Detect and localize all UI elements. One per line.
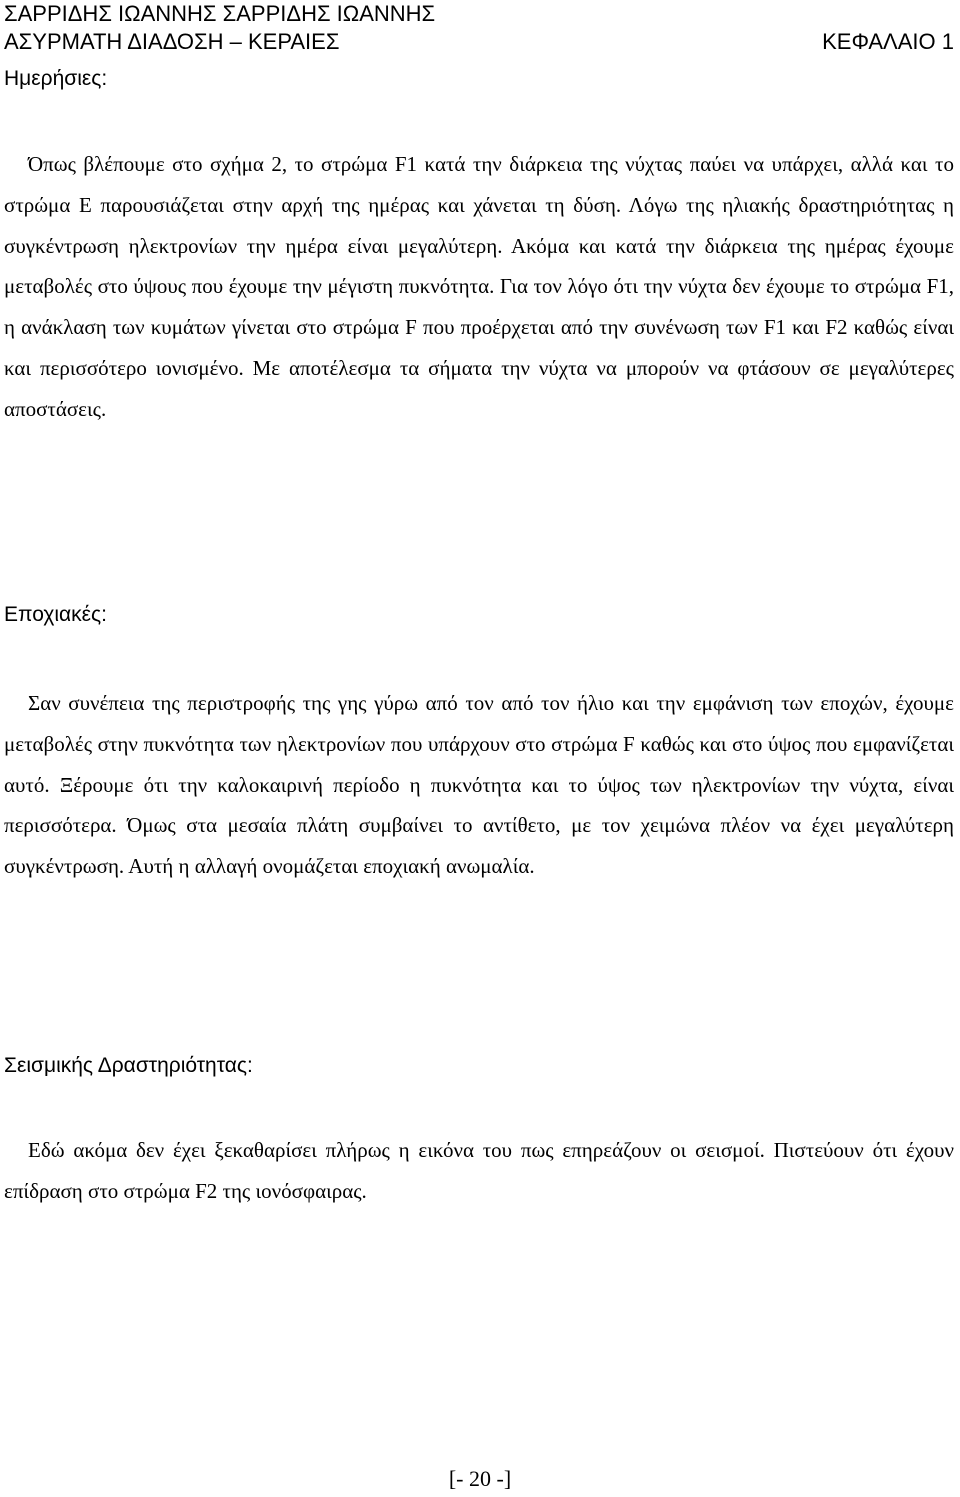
paragraph-seismic: Εδώ ακόμα δεν έχει ξεκαθαρίσει πλήρως η εικόνα του πως επηρεάζουν οι σεισμοί. Πιστεύουν ότι έχουν επίδραση στο στρώμα F2 της ιονόσφαιρας.: [4, 1138, 954, 1203]
header-course-title: ΑΣΥΡΜΑΤΗ ΔΙΑΔΟΣΗ – ΚΕΡΑΙΕΣ: [4, 29, 340, 54]
paragraph-seasonal: Σαν συνέπεια της περιστροφής της γης γύρω από τον από τον ήλιο και την εμφάνιση των εποχών, έχουμε μεταβολές στην πυκνότητα των ηλεκτρονίων που υπάρχουν στο στρώμα F καθώς και στο ύψος που εμφανίζεται αυτό. Ξέρουμε ότι την καλοκαιρινή περίοδο η πυκνότητα και το ύψος των ηλεκτρονίων την νύχτα, είναι περισσότερα. Όμως στα μεσαία πλάτη συμβαίνει το αντίθετο, με τον χειμώνα πλέον να έχει μεγαλύτερη συγκέντρωση. Αυτή η αλλαγή ονομάζεται εποχιακή ανωμαλία.: [4, 691, 954, 879]
header-authors: ΣΑΡΡΙΔΗΣ ΙΩΑΝΝΗΣ ΣΑΡΡΙΔΗΣ ΙΩΑΝΝΗΣ: [4, 1, 436, 26]
section-title-seismic: Σεισμικής Δραστηριότητας:: [4, 1054, 253, 1077]
section-title-seasonal: Εποχιακές:: [4, 603, 107, 626]
section-title-daily: Ημερήσιες:: [4, 67, 108, 90]
paragraph-daily: Όπως βλέπουμε στο σχήμα 2, το στρώμα F1 κατά την διάρκεια της νύχτας παύει να υπάρχει, αλλά και το στρώμα Ε παρουσιάζεται στην αρχή της ημέρας και χάνεται τη δύση. Λόγω της ηλιακής δραστηριότητας η συγκέντρωση ηλεκτρονίων την ημέρα είναι μεγαλύτερη. Ακόμα και κατά την διάρκεια της ημέρας έχουμε μεταβολές στο ύψους που έχουμε την μέγιστη πυκνότητα. Για τον λόγο ότι την νύχτα δεν έχουμε το στρώμα F1, η ανάκλαση των κυμάτων γίνεται στο στρώμα F που προέρχεται από την συνένωση των F1 και F2 καθώς είναι και περισσότερο ιονισμένο. Με αποτέλεσμα τα σήματα την νύχτα να μπορούν να φτάσουν σε μεγαλύτερες αποστάσεις.: [4, 152, 954, 421]
page-header: [4, 0, 954, 56]
header-chapter: ΚΕΦΑΛΑΙΟ 1: [822, 29, 954, 54]
header-row: [4, 28, 954, 56]
page-number: [- 20 -]: [448, 1466, 512, 1491]
